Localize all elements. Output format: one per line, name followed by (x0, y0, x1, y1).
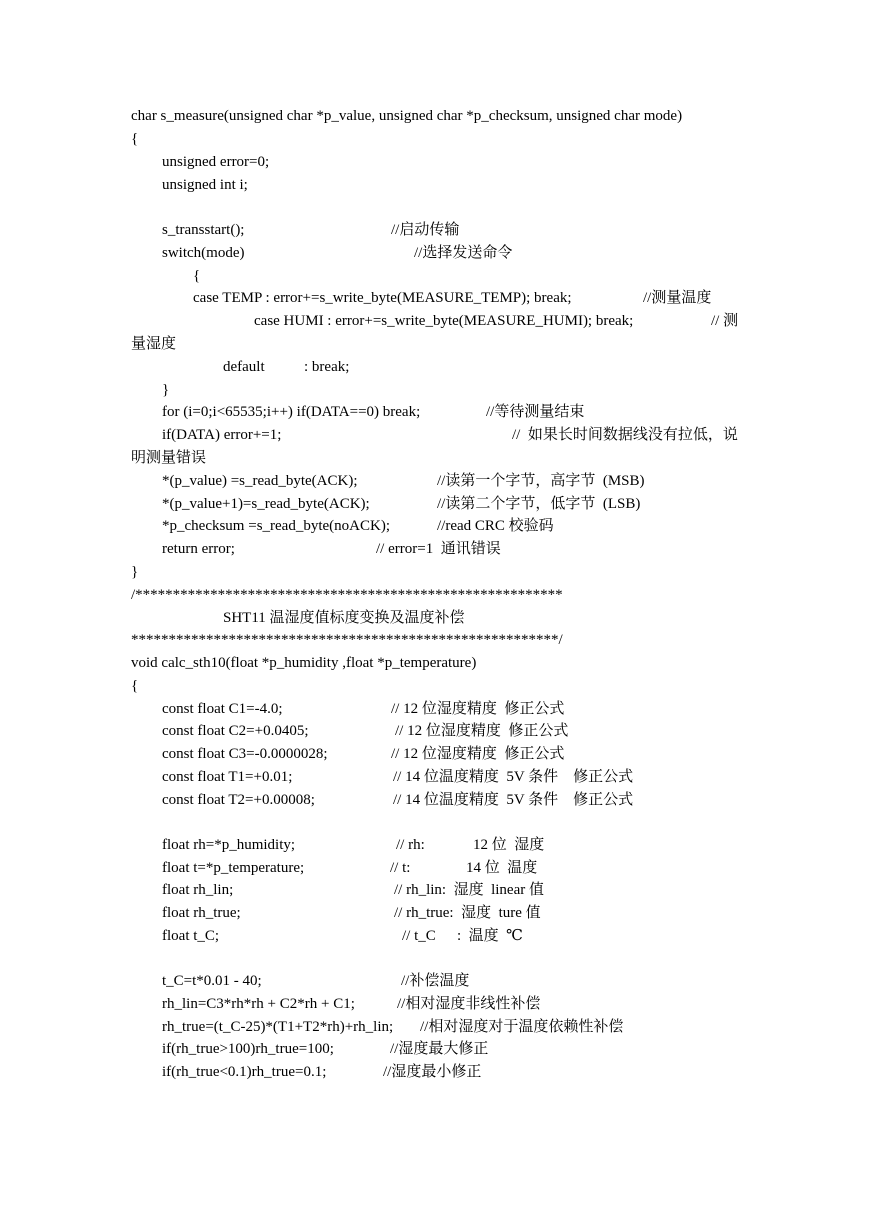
code-comment: //启动传输 (391, 222, 460, 238)
code-comment: // 测 (711, 313, 739, 329)
code-comment: //选择发送命令 (414, 245, 513, 261)
code-comment: 14 位 温度 (466, 860, 538, 876)
code-line: if(rh_true<0.1)rh_true=0.1; (162, 1064, 327, 1080)
code-line: { (131, 678, 139, 694)
code-comment: //补偿温度 (401, 973, 470, 989)
code-comment: // 12 位湿度精度 修正公式 (391, 746, 565, 762)
code-line: for (i=0;i<65535;i++) if(DATA==0) break; (162, 404, 421, 420)
code-line: float rh_lin; (162, 882, 234, 898)
code-comment: // t_C (402, 928, 436, 944)
code-comment: //等待测量结束 (486, 404, 585, 420)
code-line: rh_lin=C3*rh*rh + C2*rh + C1; (162, 996, 355, 1012)
code-line: case HUMI : error+=s_write_byte(MEASURE_HUMI); break; (254, 313, 634, 329)
code-line: const float C3=-0.0000028; (162, 746, 328, 762)
code-line: const float C1=-4.0; (162, 701, 283, 717)
comment-banner-top: /********************************************************* (131, 587, 563, 603)
code-line: *(p_value) =s_read_byte(ACK); (162, 473, 358, 489)
section-title: SHT11 温湿度值标度变换及温度补偿 (223, 610, 465, 626)
code-line: } (131, 564, 139, 580)
code-line: *p_checksum =s_read_byte(noACK); (162, 518, 390, 534)
code-line: if(rh_true>100)rh_true=100; (162, 1041, 334, 1057)
code-comment: : 温度 ℃ (457, 928, 523, 944)
code-comment: // 14 位温度精度 5V 条件 修正公式 (393, 769, 634, 785)
code-comment: //read CRC 校验码 (437, 518, 554, 534)
code-comment: // rh: (396, 837, 425, 853)
code-line: : break; (304, 359, 350, 375)
code-comment: // 14 位温度精度 5V 条件 修正公式 (393, 792, 634, 808)
code-comment: //相对湿度非线性补偿 (397, 996, 541, 1012)
code-line: switch(mode) (162, 245, 245, 261)
code-comment: //读第一个字节，高字节 (MSB) (437, 473, 645, 489)
code-comment: 量湿度 (131, 336, 177, 352)
code-comment: // 12 位湿度精度 修正公式 (391, 701, 565, 717)
code-line: t_C=t*0.01 - 40; (162, 973, 262, 989)
code-line: float t=*p_temperature; (162, 860, 305, 876)
code-line: rh_true=(t_C-25)*(T1+T2*rh)+rh_lin; (162, 1019, 394, 1035)
code-comment: // rh_true: 湿度 ture 值 (394, 905, 541, 921)
code-comment: //湿度最小修正 (383, 1064, 482, 1080)
comment-banner-bottom: *********************************************************/ (131, 632, 563, 648)
code-line: { (131, 131, 139, 147)
code-line: float rh=*p_humidity; (162, 837, 296, 853)
code-comment: // 如果长时间数据线没有拉低，说 (512, 427, 738, 443)
code-comment: //读第二个字节，低字节 (LSB) (437, 496, 641, 512)
code-comment: // t: (390, 860, 411, 876)
code-line: float t_C; (162, 928, 220, 944)
code-line: { (193, 268, 201, 284)
code-comment: // error=1 通讯错误 (376, 541, 501, 557)
code-comment: 明测量错误 (131, 450, 207, 466)
code-line: const float T2=+0.00008; (162, 792, 315, 808)
code-line: } (162, 382, 170, 398)
code-comment: // rh_lin: 湿度 linear 值 (394, 882, 544, 898)
code-line: const float T1=+0.01; (162, 769, 293, 785)
code-line: char s_measure(unsigned char *p_value, unsigned char *p_checksum, unsigned char mode) (131, 108, 683, 124)
code-comment: 12 位 湿度 (473, 837, 545, 853)
code-line: case TEMP : error+=s_write_byte(MEASURE_TEMP); break; (193, 290, 572, 306)
code-line: if(DATA) error+=1; (162, 427, 282, 443)
code-comment: //相对湿度对于温度依赖性补偿 (420, 1019, 624, 1035)
code-comment: // 12 位湿度精度 修正公式 (395, 723, 569, 739)
code-line: unsigned int i; (162, 177, 248, 193)
code-line: default (223, 359, 265, 375)
code-line: unsigned error=0; (162, 154, 270, 170)
code-comment: //湿度最大修正 (390, 1041, 489, 1057)
code-line: float rh_true; (162, 905, 241, 921)
code-line: return error; (162, 541, 235, 557)
code-comment: //测量温度 (643, 290, 712, 306)
code-line: const float C2=+0.0405; (162, 723, 309, 739)
code-line: void calc_sth10(float *p_humidity ,float *p_temperature) (131, 655, 477, 671)
code-line: *(p_value+1)=s_read_byte(ACK); (162, 496, 370, 512)
code-line: s_transstart(); (162, 222, 245, 238)
